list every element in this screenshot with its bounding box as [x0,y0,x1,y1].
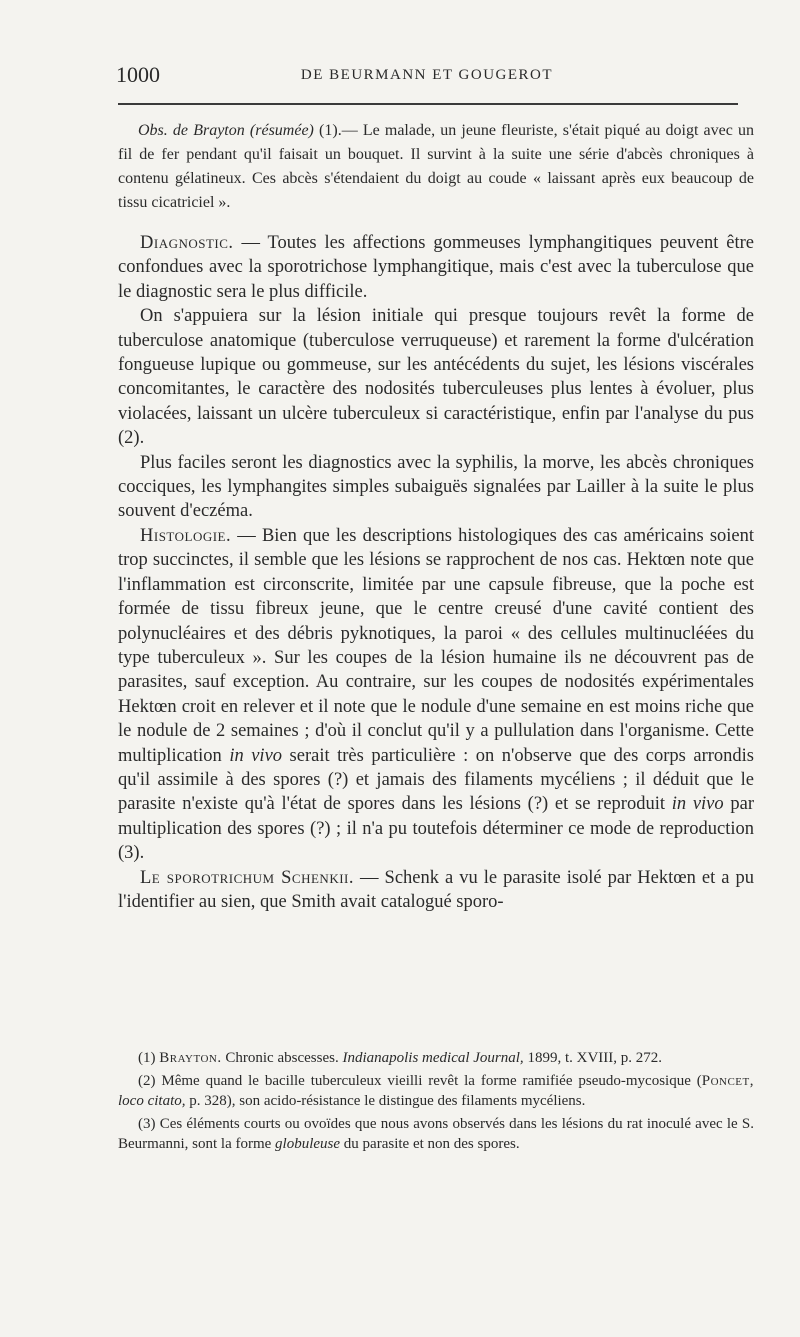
header-rule [118,103,738,105]
footnote-1-author: Brayton. [159,1050,222,1066]
footnote-2-author: Poncet, [701,1072,754,1089]
footnote-1-number: (1) [138,1050,156,1066]
footnote-3 [118,1114,754,1155]
page-header [116,62,738,92]
footnote-3-globuleuse: globuleuse [275,1136,341,1152]
diagnostic-paragraph-2: On s'appuiera sur la lésion initiale qui presque toujours revêt la forme de tuberculose anatomique (tuberculose verruqueuse) et rarement la forme d'ulcération fongueuse lupique ou gommeuse, sur les antécédents du sujet, les lésions viscérales concomitantes, le caractère des nodosités tuberculeuses plus lentes à évoluer, plus violacées, laissant un ulcère tuberculeux si caractéristique, enfin par l'analyse du pus (2). [118,306,754,449]
footnotes [118,1048,754,1155]
footnote-2-text-b: p. 328), son acido-résistance le distingue des filaments mycéliens. [189,1093,586,1109]
footnote-3-text-a: (3) Ces éléments courts ou ovoïdes que nous avons observés dans les lésions du rat inoculé avec le S. Beurmanni, sont la forme [118,1115,754,1152]
sporotrichum-text: — Schenk a vu le parasite isolé par Hektœn et a pu l'identifier au sien, que Smith avait catalogué sporo- [118,867,755,912]
footnote-1-text: Chronic abscesses. [225,1050,339,1066]
observation-ref: (1). [319,122,342,139]
in-vivo-1: in vivo [229,745,283,766]
footnote-1-journal: Indianapolis medical Journal, [342,1050,524,1066]
page-number: 1000 [116,62,160,87]
footnote-1 [118,1048,754,1069]
observation-label: Obs. de Brayton [138,122,245,139]
histologie-paragraph [118,524,754,866]
histologie-heading: Histologie. [140,525,232,546]
footnote-2 [118,1071,754,1112]
sporotrichum-paragraph [118,866,754,915]
histologie-text-a: — Bien que les descriptions histologiques des cas américains soient trop succinctes, il semble que les lésions se rapprochent de nos cas. Hektœn note que l'inflammation est circonscrite, limitée par une capsule fibreuse, que la poche est formée de tissu fibreux jeune, que le centre creusé d'une cavité contient des polynucléaires et des débris pyknotiques, la paroi « des cellules multinucléées du type tuberculeux ». Sur les coupes de la lésion humaine ils ne découvrent pas de parasites, sauf exception. Au contraire, sur les coupes de nodosités expérimentales Hektœn croit en relever et il note que le nodule d'une semaine en est moins riche que le nodule de 2 semaines ; d'où il conclut qu'il y a pullulation dans l'organisme. Cette multiplication [118,525,755,766]
footnote-2-loco: loco citato, [118,1093,186,1109]
observation-block [118,119,754,215]
observation-resumee: (résumée) [249,122,314,139]
sporotrichum-heading: Le sporotrichum Schenkii. [140,867,354,888]
main-text [118,231,754,914]
histologie-text-b: serait très particulière : on n'observe que des corps arrondis qu'il assimile à des spores (?) et jamais des filaments mycéliens ; il déduit que le parasite n'existe qu'à l'état de spores dans les lésions (?) et se reproduit [118,745,754,815]
diagnostic-heading: Diagnostic. [140,233,234,253]
footnote-2-text-a: (2) Même quand le bacille tuberculeux vieilli revêt la forme ramifiée pseudo-mycosique ( [138,1072,702,1089]
in-vivo-2: in vivo [671,794,724,815]
diagnostic-text-1: — Toutes les affections gommeuses lymphangitiques peuvent être confondues avec la sporotrichose lymphangitique, mais c'est avec la tuberculose que le diagnostic sera le plus difficile. [118,233,754,302]
histologie-text-c: par multiplication des spores (?) ; il n'a pu toutefois déterminer ce mode de reproduction (3). [118,794,754,864]
observation-paragraph [118,119,754,215]
diagnostic-paragraph-3: Plus faciles seront les diagnostics avec la syphilis, la morve, les abcès chroniques cocciques, les lymphangites simples subaiguës signalées par Lailler à la suite le plus souvent d'eczéma. [118,452,754,522]
observation-text: — Le malade, un jeune fleuriste, s'était piqué au doigt avec un fil de fer pendant qu'il faisait un bouquet. Il survint à la suite une série d'abcès chroniques à contenu gélatineux. Ces abcès s'étendaient du doigt au coude « laissant après eux beaucoup de tissu cicatriciel ». [118,122,755,211]
footnote-3-text-b: du parasite et non des spores. [343,1136,520,1152]
running-head: DE BEURMANN ET GOUGEROT [300,67,554,83]
footnote-1-ref: 1899, t. XVIII, p. 272. [527,1050,663,1066]
diagnostic-paragraph-1 [118,231,754,304]
